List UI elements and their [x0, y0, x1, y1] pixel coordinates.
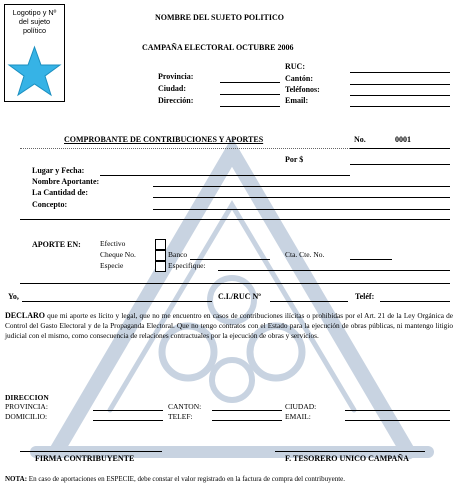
telef-label: Teléf: — [355, 292, 375, 301]
contributor-domicilio-label: DOMICILIO: — [5, 412, 48, 421]
contributor-ciudad-label: CIUDAD: — [285, 402, 317, 411]
contributor-canton-line — [212, 410, 282, 411]
firma-contribuyente-label: FIRMA CONTRIBUYENTE — [35, 454, 135, 463]
banco-label: Banco — [168, 250, 188, 259]
star-icon — [6, 45, 63, 97]
provincia-label: Provincia: — [158, 72, 194, 81]
ciudad-label: Ciudad: — [158, 84, 187, 93]
cheque-checkbox[interactable] — [155, 250, 166, 261]
email-line — [350, 106, 450, 107]
ciudad-line — [220, 94, 280, 95]
receipt-title: COMPROBANTE DE CONTRIBUCIONES Y APORTES — [64, 135, 264, 144]
especifique-line — [218, 270, 450, 271]
cheque-label: Cheque No. — [100, 250, 136, 259]
nombre-aportante-line — [153, 186, 450, 187]
contributor-telef-label: TELEF: — [168, 412, 193, 421]
concepto-line-1 — [153, 209, 450, 210]
canton-line — [350, 84, 450, 85]
logo-text: Logotipo y Nº del sujeto político — [12, 8, 57, 35]
nota-line — [5, 475, 345, 483]
cantidad-line — [153, 197, 450, 198]
logo-box — [4, 4, 65, 102]
campaign-title: CAMPAÑA ELECTORAL OCTUBRE 2006 — [142, 43, 294, 52]
contributor-email-line — [345, 420, 450, 421]
lugar-fecha-label: Lugar y Fecha: — [32, 166, 85, 175]
contributor-email-label: EMAIL: — [285, 412, 311, 421]
contributor-telef-line — [212, 420, 282, 421]
contributor-canton-label: CANTON: — [168, 402, 202, 411]
yo-label: Yo, — [8, 292, 19, 301]
cta-cte-label: Cta. Cte. No. — [285, 250, 325, 259]
ruc-label: RUC: — [285, 62, 305, 71]
aporte-en-label: APORTE EN: — [32, 240, 81, 249]
efectivo-checkbox[interactable] — [155, 239, 166, 250]
tesorero-signature-line — [275, 451, 425, 452]
concepto-line-2 — [20, 219, 450, 220]
contributor-domicilio-line — [93, 420, 163, 421]
receipt-number: 0001 — [395, 135, 411, 144]
nota-lead: NOTA: — [5, 475, 28, 483]
por-line — [350, 164, 450, 165]
concepto-label: Concepto: — [32, 200, 68, 209]
yo-line — [22, 301, 212, 302]
ruc-line — [350, 72, 450, 73]
telefonos-line — [350, 95, 450, 96]
especie-checkbox[interactable] — [155, 261, 166, 272]
party-name-title: NOMBRE DEL SUJETO POLITICO — [155, 13, 284, 22]
receipt-title-divider — [20, 148, 350, 149]
telefonos-label: Teléfonos: — [285, 85, 320, 94]
direccion-label: Dirección: — [158, 96, 194, 105]
ci-ruc-label: C.I./RUC Nº — [218, 292, 261, 301]
provincia-line — [220, 82, 280, 83]
canton-label: Cantón: — [285, 74, 314, 83]
tesorero-label: F. TESORERO UNICO CAMPAÑA — [285, 454, 409, 463]
nota-text: En caso de aportaciones en ESPECIE, debe constar el valor registrado en la factura de compra del contribuyente. — [27, 475, 346, 483]
firma-signature-line — [20, 451, 162, 452]
efectivo-label: Efectivo — [100, 239, 126, 248]
contributor-provincia-line — [93, 410, 163, 411]
especifique-label: Especifique: — [168, 261, 206, 270]
contributor-direccion-label: DIRECCION — [5, 393, 49, 402]
direccion-line — [220, 106, 280, 107]
banco-line — [190, 259, 270, 260]
especie-label: Especie — [100, 261, 124, 270]
receipt-no-divider — [350, 148, 450, 149]
lugar-fecha-line — [100, 175, 350, 176]
email-label: Email: — [285, 96, 309, 105]
ci-ruc-line — [270, 301, 348, 302]
cta-cte-line — [350, 259, 392, 260]
receipt-no-label: No. — [354, 135, 366, 144]
telef-line — [380, 301, 450, 302]
declaration-paragraph — [5, 311, 453, 341]
por-label: Por $ — [285, 155, 304, 164]
declaro-lead: DECLARO — [5, 311, 46, 320]
contributor-ciudad-line — [345, 410, 450, 411]
cantidad-label: La Cantidad de: — [32, 188, 89, 197]
declaro-text: que mi aporte es lícito y legal, que no me encuentro en casos de contribuciones ilícitas o prohibidas por el Art. 21 de la Ley Orgánica de Control del Gasto Electoral y de la Propaganda Electoral. Que no tengo contratos con el Estado para la ejecución de obras públicas, ni mantengo litigio judicial con el mismo, como consecuencia de relaciones contractuales por la ejecución de obras y servicios. — [5, 311, 453, 340]
nombre-aportante-label: Nombre Aportante: — [32, 177, 100, 186]
contributor-provincia-label: PROVINCIA: — [5, 402, 48, 411]
yo-top-line — [20, 283, 450, 284]
